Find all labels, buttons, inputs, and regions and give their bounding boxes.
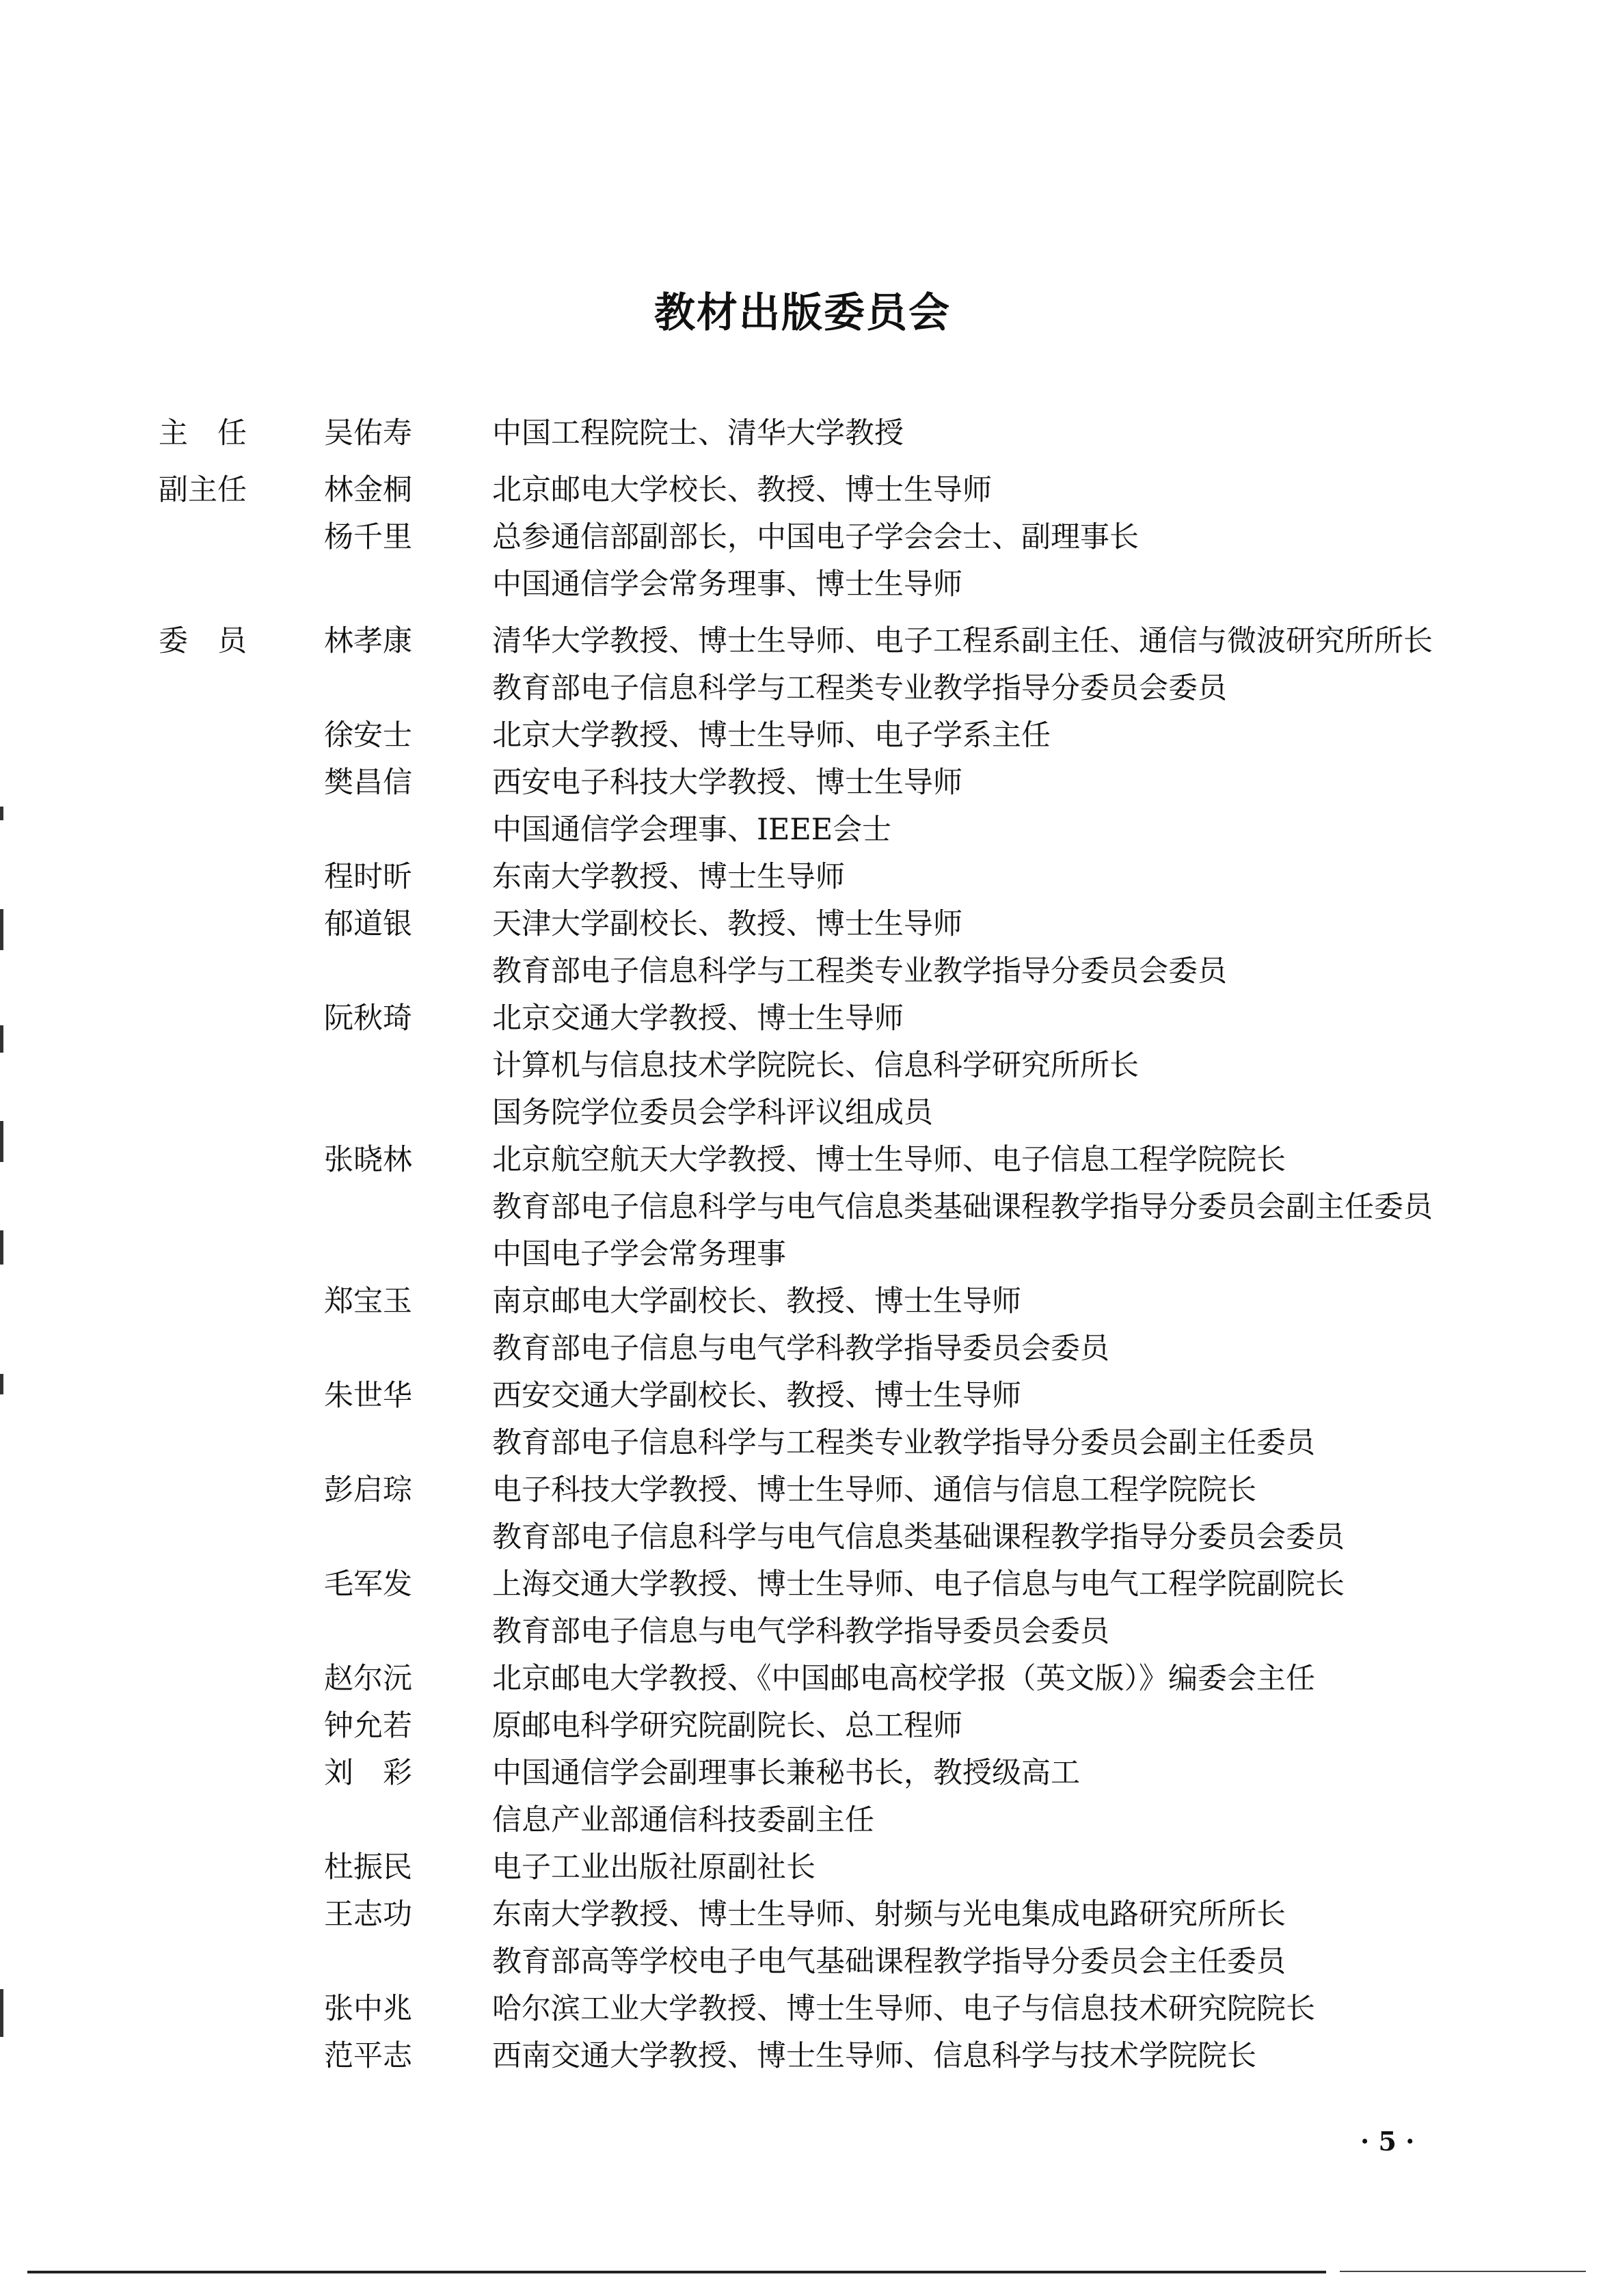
member-description-line: 天津大学副校长、教授、博士生导师 <box>492 907 962 941</box>
member-description-line: 北京邮电大学校长、教授、博士生导师 <box>492 473 992 507</box>
member-description-line: 中国通信学会副理事长兼秘书长，教授级高工 <box>492 1756 1080 1790</box>
member-name: 张中兆 <box>324 1992 412 2026</box>
scan-edge-mark <box>0 1230 3 1265</box>
member-description-line: 教育部电子信息与电气学科教学指导委员会委员 <box>492 1615 1109 1649</box>
member-name: 杜振民 <box>324 1850 412 1885</box>
member-description-line: 中国工程院院士、清华大学教授 <box>492 416 904 450</box>
member-entry <box>159 854 1526 901</box>
member-description-line: 教育部电子信息科学与电气信息类基础课程教学指导分委员会委员 <box>492 1520 1345 1554</box>
member-description <box>492 1561 1526 1656</box>
footer-rule-right <box>1340 2271 1586 2272</box>
member-name: 郑宝玉 <box>324 1284 412 1319</box>
member-entry <box>159 995 1526 1137</box>
member-description-line: 中国通信学会理事、IEEE会士 <box>492 813 892 847</box>
member-entry <box>159 1703 1526 1750</box>
member-name: 杨千里 <box>324 520 412 554</box>
member-entry <box>159 759 1526 854</box>
member-description <box>492 2033 1526 2080</box>
member-description-line: 西安电子科技大学教授、博士生导师 <box>492 766 962 800</box>
member-role: 副主任 <box>159 473 247 507</box>
scan-edge-mark <box>0 1025 3 1053</box>
member-description-line: 南京邮电大学副校长、教授、博士生导师 <box>492 1284 1021 1319</box>
member-role: 主 任 <box>159 416 247 450</box>
member-entry <box>159 467 1526 514</box>
member-description-line: 东南大学教授、博士生导师、射频与光电集成电路研究所所长 <box>492 1897 1286 1932</box>
member-role <box>159 1891 324 1986</box>
member-role <box>159 1561 324 1656</box>
member-description-line: 北京邮电大学教授、《中国邮电高校学报（英文版）》编委会主任 <box>492 1662 1315 1696</box>
member-description <box>492 467 1526 514</box>
member-description <box>492 1703 1526 1750</box>
member-role <box>159 1373 324 1467</box>
member-description-line: 计算机与信息技术学院院长、信息科学研究所所长 <box>492 1049 1139 1083</box>
member-entry <box>159 1986 1526 2033</box>
member-description-line: 西南交通大学教授、博士生导师、信息科学与技术学院院长 <box>492 2039 1256 2073</box>
member-role <box>159 1750 324 1844</box>
member-role <box>159 1844 324 1891</box>
member-description-line: 教育部高等学校电子电气基础课程教学指导分委员会主任委员 <box>492 1945 1286 1979</box>
member-name: 阮秋琦 <box>324 1001 412 1036</box>
member-description-line: 中国电子学会常务理事 <box>492 1237 786 1271</box>
member-role <box>159 854 324 901</box>
committee-list <box>159 410 1526 2090</box>
committee-group <box>159 467 1526 608</box>
member-description-line: 北京大学教授、博士生导师、电子学系主任 <box>492 718 1051 753</box>
member-role <box>159 2033 324 2080</box>
member-role <box>159 1656 324 1703</box>
member-description-line: 西安交通大学副校长、教授、博士生导师 <box>492 1379 1021 1413</box>
member-description-line: 电子工业出版社原副社长 <box>492 1850 815 1885</box>
member-name: 彭启琮 <box>324 1473 412 1507</box>
member-description-line: 中国通信学会常务理事、博士生导师 <box>492 567 962 602</box>
member-description-line: 原邮电科学研究院副院长、总工程师 <box>492 1709 962 1743</box>
scan-edge-mark <box>0 1374 3 1394</box>
member-role <box>159 901 324 995</box>
member-description <box>492 1891 1526 1986</box>
member-name: 徐安士 <box>324 718 412 753</box>
member-role <box>159 759 324 854</box>
member-description <box>492 1844 1526 1891</box>
member-role <box>159 514 324 608</box>
member-description <box>492 759 1526 854</box>
committee-group <box>159 618 1526 2080</box>
member-description-line: 信息产业部通信科技委副主任 <box>492 1803 874 1837</box>
member-role <box>159 1137 324 1278</box>
member-entry <box>159 1373 1526 1467</box>
member-description-line: 教育部电子信息科学与工程类专业教学指导分委员会委员 <box>492 954 1227 988</box>
member-description <box>492 1656 1526 1703</box>
member-entry <box>159 901 1526 995</box>
member-role: 委 员 <box>159 624 247 658</box>
member-description-line: 国务院学位委员会学科评议组成员 <box>492 1096 933 1130</box>
member-entry <box>159 1467 1526 1561</box>
member-entry <box>159 1278 1526 1373</box>
member-role <box>159 1278 324 1373</box>
member-name: 赵尔沅 <box>324 1662 412 1696</box>
member-description <box>492 1750 1526 1844</box>
scan-edge-mark <box>0 807 3 820</box>
member-name: 毛军发 <box>324 1567 412 1602</box>
member-description-line: 总参通信部副部长，中国电子学会会士、副理事长 <box>492 520 1139 554</box>
member-name: 吴佑寿 <box>324 416 412 450</box>
member-description-line: 教育部电子信息科学与工程类专业教学指导分委员会副主任委员 <box>492 1426 1315 1460</box>
committee-group <box>159 410 1526 457</box>
member-name: 张晓林 <box>324 1143 412 1177</box>
member-entry <box>159 1750 1526 1844</box>
scan-edge-mark <box>0 1989 3 2037</box>
footer-rule <box>27 2271 1326 2273</box>
member-entry <box>159 1561 1526 1656</box>
member-role <box>159 1467 324 1561</box>
member-description <box>492 995 1526 1137</box>
member-description <box>492 1278 1526 1373</box>
member-description-line: 哈尔滨工业大学教授、博士生导师、电子与信息技术研究院院长 <box>492 1992 1315 2026</box>
member-description <box>492 618 1526 712</box>
member-role <box>159 995 324 1137</box>
member-entry <box>159 410 1526 457</box>
member-description-line: 教育部电子信息科学与电气信息类基础课程教学指导分委员会副主任委员 <box>492 1190 1433 1224</box>
member-description-line: 清华大学教授、博士生导师、电子工程系副主任、通信与微波研究所所长 <box>492 624 1433 658</box>
member-entry <box>159 618 1526 712</box>
member-entry <box>159 1656 1526 1703</box>
member-description <box>492 1137 1526 1278</box>
member-description <box>492 1373 1526 1467</box>
member-name: 范平志 <box>324 2039 412 2073</box>
page-number: · 5 · <box>1360 2126 1415 2157</box>
member-description <box>492 712 1526 759</box>
member-entry <box>159 712 1526 759</box>
member-entry <box>159 514 1526 608</box>
member-description-line: 北京交通大学教授、博士生导师 <box>492 1001 904 1036</box>
member-entry <box>159 1844 1526 1891</box>
member-role <box>159 1986 324 2033</box>
member-description-line: 上海交通大学教授、博士生导师、电子信息与电气工程学院副院长 <box>492 1567 1345 1602</box>
member-entry <box>159 1891 1526 1986</box>
scan-edge-mark <box>0 909 3 950</box>
member-description <box>492 514 1526 608</box>
member-entry <box>159 2033 1526 2080</box>
member-name: 樊昌信 <box>324 766 412 800</box>
member-description-line: 教育部电子信息科学与工程类专业教学指导分委员会委员 <box>492 671 1227 705</box>
member-entry <box>159 1137 1526 1278</box>
member-name: 林孝康 <box>324 624 412 658</box>
member-role <box>159 712 324 759</box>
member-name: 王志功 <box>324 1897 412 1932</box>
member-name: 林金桐 <box>324 473 412 507</box>
member-role <box>159 1703 324 1750</box>
member-name: 钟允若 <box>324 1709 412 1743</box>
member-description-line: 电子科技大学教授、博士生导师、通信与信息工程学院院长 <box>492 1473 1256 1507</box>
member-name: 程时昕 <box>324 860 412 894</box>
member-name: 朱世华 <box>324 1379 412 1413</box>
member-description <box>492 1467 1526 1561</box>
scan-edge-mark <box>0 1121 3 1162</box>
member-description <box>492 410 1526 457</box>
member-description <box>492 1986 1526 2033</box>
member-description <box>492 901 1526 995</box>
member-description <box>492 854 1526 901</box>
member-description-line: 北京航空航天大学教授、博士生导师、电子信息工程学院院长 <box>492 1143 1286 1177</box>
member-description-line: 东南大学教授、博士生导师 <box>492 860 845 894</box>
page-title: 教材出版委员会 <box>654 289 951 337</box>
member-name: 刘 彩 <box>324 1756 412 1790</box>
member-description-line: 教育部电子信息与电气学科教学指导委员会委员 <box>492 1332 1109 1366</box>
member-name: 郁道银 <box>324 907 412 941</box>
